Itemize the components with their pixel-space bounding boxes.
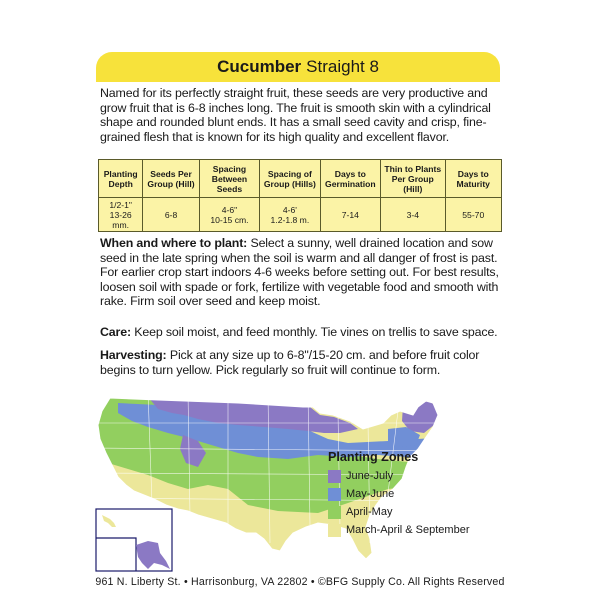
table-cell [99, 198, 143, 232]
table-header: Planting Depth [99, 160, 143, 198]
legend-label: May-June [346, 488, 395, 500]
section-heading: Care: [100, 325, 131, 339]
cell-line: 13-26 mm. [109, 209, 132, 230]
legend-swatch [328, 488, 341, 501]
section-when-where [100, 236, 504, 309]
planting-info-table [98, 159, 502, 232]
table-header: Days to Germination [320, 160, 380, 198]
table-cell [381, 198, 445, 232]
cell-line: 6-8 [164, 209, 178, 220]
table-header: Spacing of Group (Hills) [260, 160, 320, 198]
table-header: Seeds Per Group (Hill) [143, 160, 199, 198]
table-cell [143, 198, 199, 232]
section-text: Select a sunny, well drained location and sow seed in the late spring when the soil is warm and all danger of frost is past. For earlier crop start indoors 4-6 weeks before setting out. For best results, loosen soil with spade or fork, fertilize with vegetable food and smooth with rake. Firm soil over seed and keep moist. [100, 236, 499, 309]
cell-line: 3-4 [406, 209, 419, 220]
legend-item [328, 521, 528, 539]
cell-line: 7-14 [341, 209, 359, 220]
cell-line: 1/2-1" [109, 199, 132, 210]
section-heading: When and where to plant: [100, 236, 248, 250]
legend-swatch [328, 524, 341, 537]
product-variety: Straight 8 [306, 57, 379, 76]
table-cell [320, 198, 380, 232]
table-header: Spacing Between Seeds [199, 160, 259, 198]
table-header-row [99, 160, 502, 198]
table-row [99, 198, 502, 232]
intro-text: Named for its perfectly straight fruit, these seeds are very productive and grow fruit that is 6-8 inches long. The fruit is smooth skin with a cylindrical shape and rounded blunt ends. It has a small seed cavity and crisp, fine-grained flesh that is known for its high quality and excellent flavor. [100, 86, 491, 144]
legend-swatch [328, 506, 341, 519]
footer-address: 961 N. Liberty St. • Harrisonburg, VA 22802 • ©BFG Supply Co. All Rights Reserved [95, 576, 505, 588]
table-cell [199, 198, 259, 232]
title-banner [96, 52, 500, 82]
legend-item [328, 503, 528, 521]
zone-legend [328, 450, 528, 539]
table-header: Days to Maturity [445, 160, 501, 198]
cell-line: 4-6" [221, 204, 238, 215]
cell-line: 55-70 [462, 209, 485, 220]
legend-label: June-July [346, 470, 394, 482]
legend-item [328, 485, 528, 503]
legend-label: March-April & September [346, 524, 470, 536]
legend-title: Planting Zones [328, 450, 419, 464]
section-harvesting [100, 348, 504, 377]
table-cell [260, 198, 320, 232]
section-care [100, 325, 504, 340]
section-text: Pick at any size up to 6-8"/15-20 cm. and before fruit color begins to turn yellow. Pick regularly so fruit will continue to form. [100, 348, 480, 377]
table-header: Thin to Plants Per Group (Hill) [381, 160, 445, 198]
cell-line: 10-15 cm. [210, 214, 249, 225]
legend-label: April-May [346, 506, 393, 518]
section-heading: Harvesting: [100, 348, 167, 362]
legend-item [328, 467, 528, 485]
cell-line: 4-6' [282, 204, 297, 215]
section-text: Keep soil moist, and feed monthly. Tie vines on trellis to save space. [130, 325, 498, 339]
table-cell [445, 198, 501, 232]
product-name: Cucumber [217, 57, 302, 76]
legend-swatch [328, 470, 341, 483]
cell-line: 1.2-1.8 m. [270, 214, 310, 225]
